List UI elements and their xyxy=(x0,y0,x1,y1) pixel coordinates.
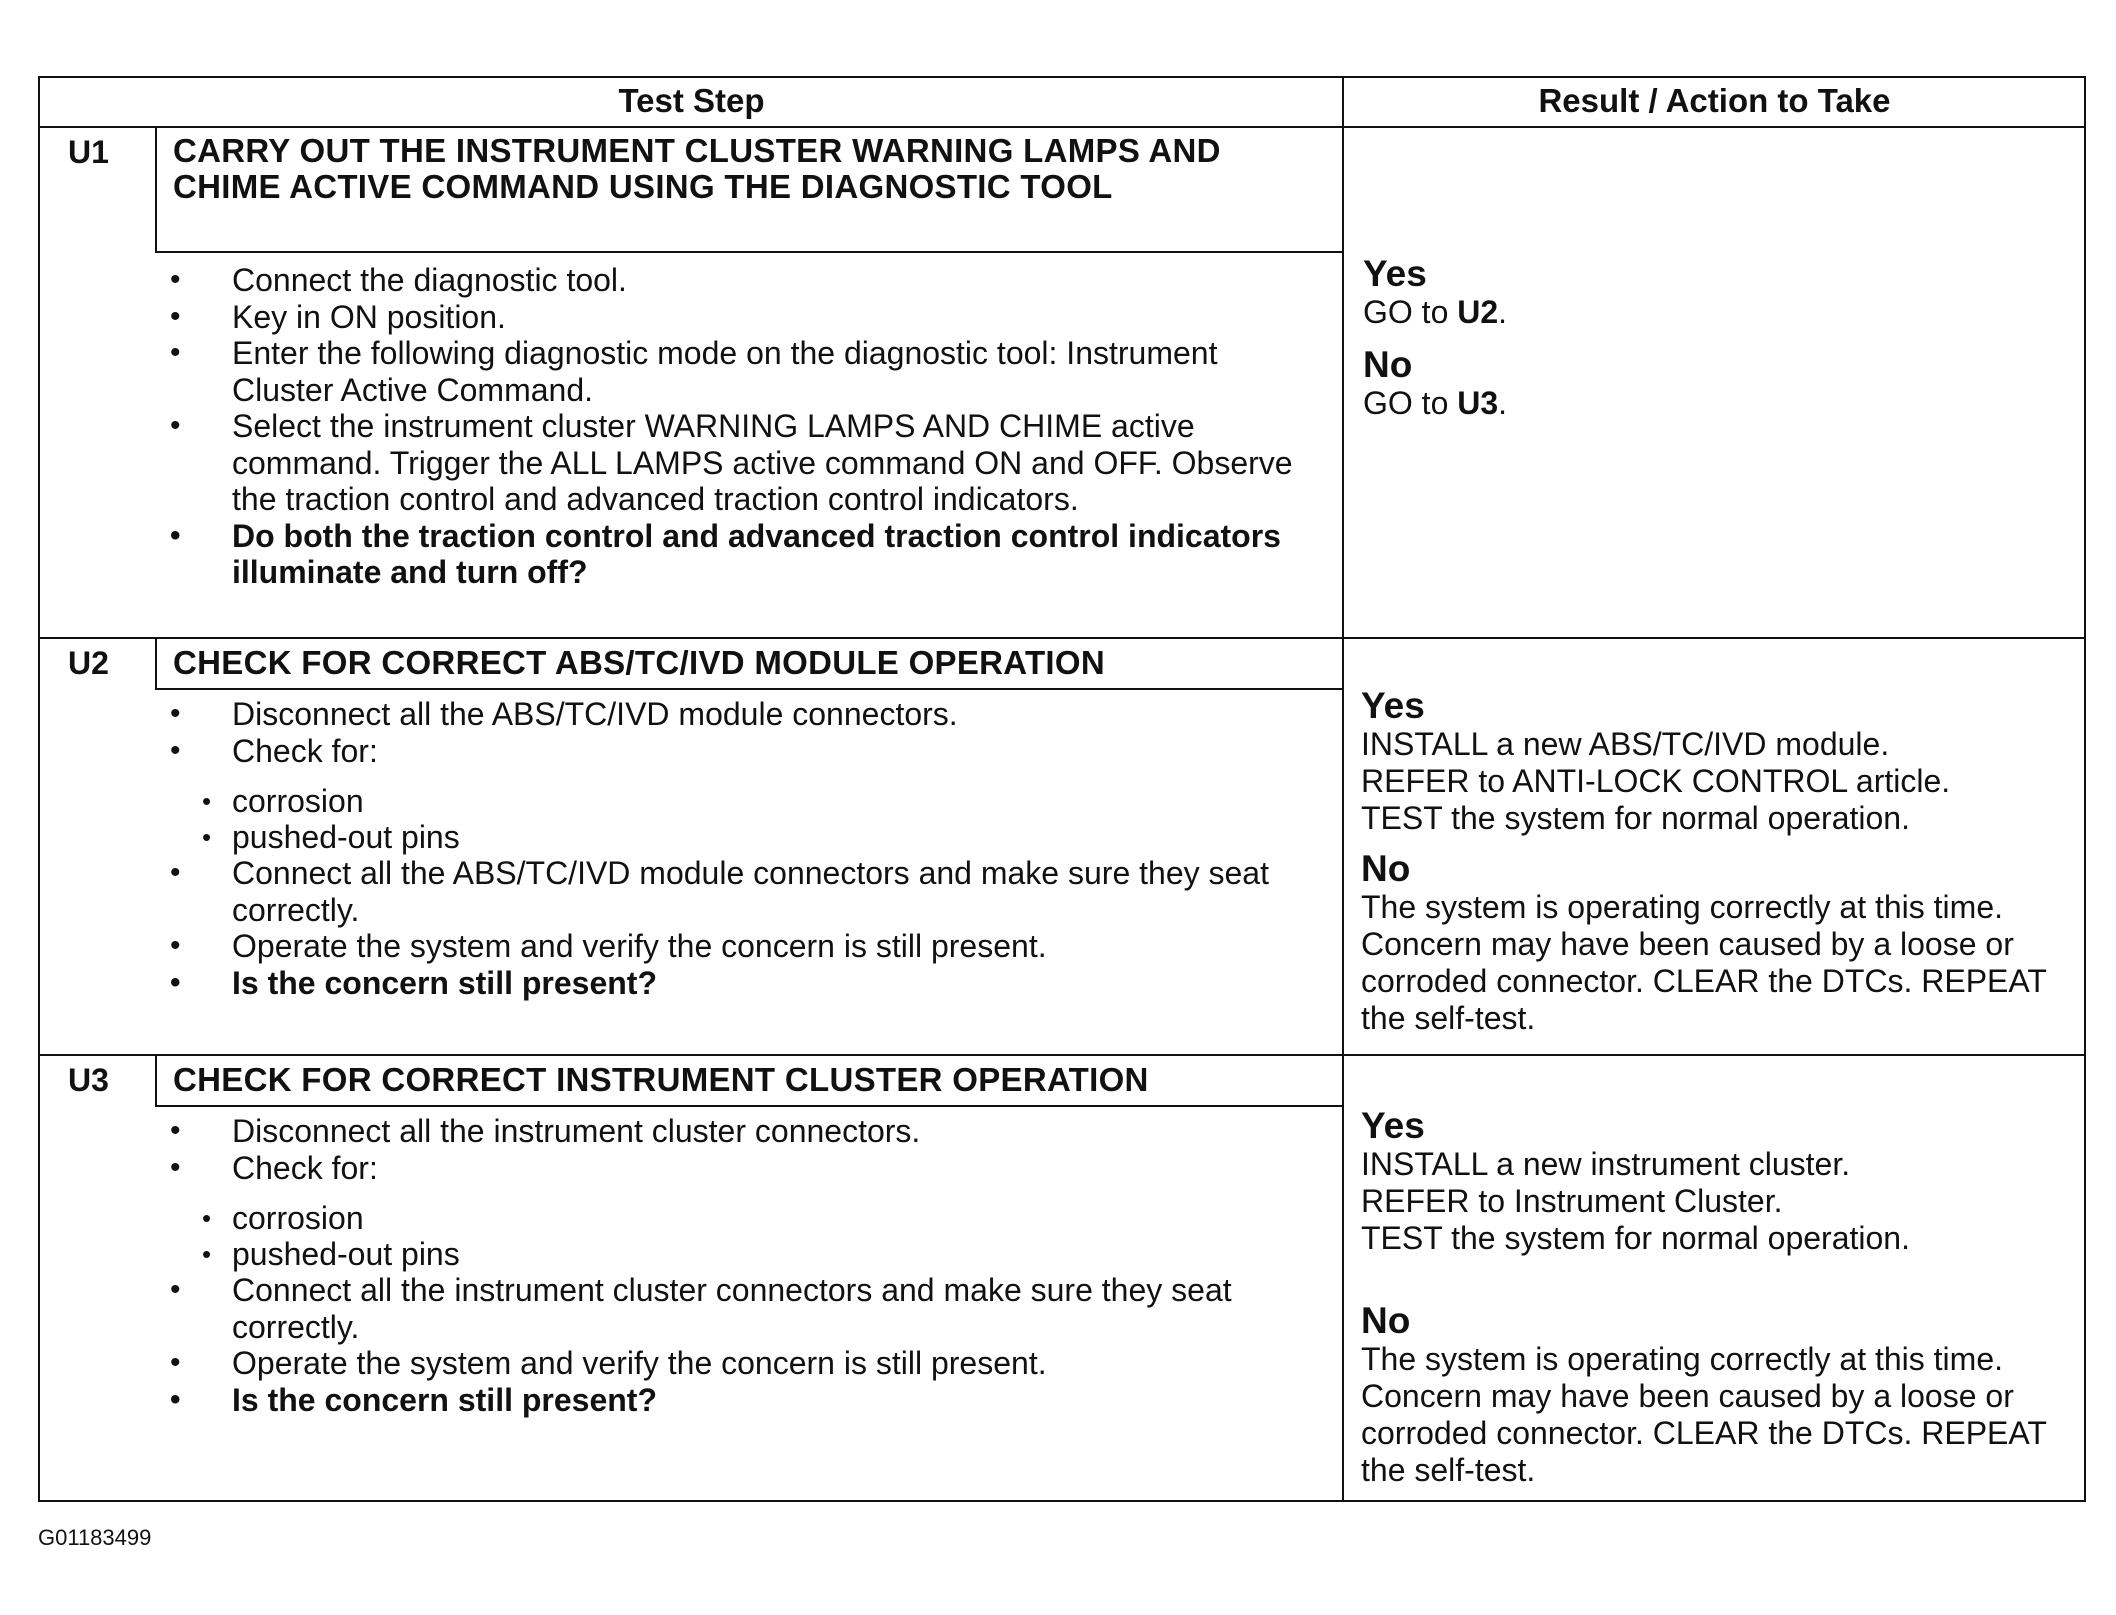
list-item: • Connect all the ABS/TC/IVD module connectors and make sure they seat correctly. xyxy=(170,855,1320,928)
list-item: • Check for: • corrosion • pushed-out pins xyxy=(170,733,1320,856)
step-instructions-u2 xyxy=(170,696,1320,1001)
yes-label: Yes xyxy=(1361,1105,1425,1146)
row-divider xyxy=(40,1054,2086,1056)
list-item: • Operate the system and verify the concern is still present. xyxy=(170,928,1320,965)
figure-id: G01183499 xyxy=(38,1525,152,1550)
list-item: • Key in ON position. xyxy=(170,299,1300,336)
list-item: • Operate the system and verify the concern is still present. xyxy=(170,1345,1320,1382)
result-u1 xyxy=(1363,254,2063,422)
question-item: • Do both the traction control and advanced traction control indicators illuminate and turn off? xyxy=(170,518,1300,591)
list-item: • Check for: • corrosion • pushed-out pins xyxy=(170,1150,1320,1273)
result-u2 xyxy=(1361,686,2083,1037)
u3-title-divider xyxy=(155,1105,1343,1107)
step-id-u2: U2 xyxy=(68,645,109,681)
no-label: No xyxy=(1363,344,1413,385)
sub-list-item: • corrosion xyxy=(202,783,1320,819)
u3-id-divider xyxy=(155,1054,157,1106)
u1-title-divider xyxy=(155,251,1343,253)
step-title-u3: CHECK FOR CORRECT INSTRUMENT CLUSTER OPERATION xyxy=(173,1061,1149,1098)
header-divider xyxy=(40,126,2086,128)
question-item: • Is the concern still present? xyxy=(170,965,1320,1002)
goto-u3-link[interactable]: U3 xyxy=(1457,385,1499,421)
no-label: No xyxy=(1361,1300,1411,1341)
no-action: The system is operating correctly at this time. Concern may have been caused by a loose or corroded connector. CLEAR the DTCs. REPEAT the self-test. xyxy=(1361,889,2047,1036)
diagnostic-table xyxy=(38,76,2086,1502)
step-id-u1: U1 xyxy=(68,134,109,170)
step-id-u3: U3 xyxy=(68,1062,109,1098)
yes-action: GO to U2. xyxy=(1363,294,1508,330)
yes-action-line: INSTALL a new instrument cluster. xyxy=(1361,1146,1851,1182)
step-instructions-u3 xyxy=(170,1113,1320,1418)
no-label: No xyxy=(1361,848,1411,889)
sub-list-item: • pushed-out pins xyxy=(202,1236,1320,1272)
step-instructions-u1 xyxy=(170,262,1300,591)
u2-title-divider xyxy=(155,688,1343,690)
step-title-u1: CARRY OUT THE INSTRUMENT CLUSTER WARNING LAMPS AND CHIME ACTIVE COMMAND USING THE DIAGNOSTIC TOOL xyxy=(173,132,1221,205)
list-item: • Connect the diagnostic tool. xyxy=(170,262,1300,299)
list-item: • Disconnect all the ABS/TC/IVD module connectors. xyxy=(170,696,1320,733)
goto-u2-link[interactable]: U2 xyxy=(1457,294,1499,330)
sub-list-item: • corrosion xyxy=(202,1200,1320,1236)
list-item: • Disconnect all the instrument cluster connectors. xyxy=(170,1113,1320,1150)
list-item: • Enter the following diagnostic mode on the diagnostic tool: Instrument Cluster Active Command. xyxy=(170,335,1300,408)
yes-label: Yes xyxy=(1363,253,1427,294)
header-test-step: Test Step xyxy=(618,82,765,119)
yes-action-line: TEST the system for normal operation. xyxy=(1361,1220,1910,1256)
header-result-action: Result / Action to Take xyxy=(1538,82,1891,119)
question-item: • Is the concern still present? xyxy=(170,1382,1320,1419)
yes-action-line: REFER to ANTI-LOCK CONTROL article. xyxy=(1361,763,1951,799)
u2-id-divider xyxy=(155,637,157,689)
list-item: • Connect all the instrument cluster connectors and make sure they seat correctly. xyxy=(170,1272,1320,1345)
result-u3 xyxy=(1361,1106,2083,1489)
yes-label: Yes xyxy=(1361,685,1425,726)
yes-action-line: TEST the system for normal operation. xyxy=(1361,800,1910,836)
column-divider xyxy=(1342,78,1344,1502)
step-title-u2: CHECK FOR CORRECT ABS/TC/IVD MODULE OPERATION xyxy=(173,644,1106,681)
no-action: The system is operating correctly at this time. Concern may have been caused by a loose or corroded connector. CLEAR the DTCs. REPEAT the self-test. xyxy=(1361,1341,2047,1488)
row-divider xyxy=(40,637,2086,639)
u1-id-divider xyxy=(155,126,157,251)
yes-action-line: REFER to Instrument Cluster. xyxy=(1361,1183,1783,1219)
list-item: • Select the instrument cluster WARNING LAMPS AND CHIME active command. Trigger the ALL LAMPS active command ON and OFF. Observe the traction control and advanced traction control indicators. xyxy=(170,408,1300,518)
no-action: GO to U3. xyxy=(1363,385,1508,421)
sub-list-item: • pushed-out pins xyxy=(202,819,1320,855)
yes-action-line: INSTALL a new ABS/TC/IVD module. xyxy=(1361,726,1890,762)
